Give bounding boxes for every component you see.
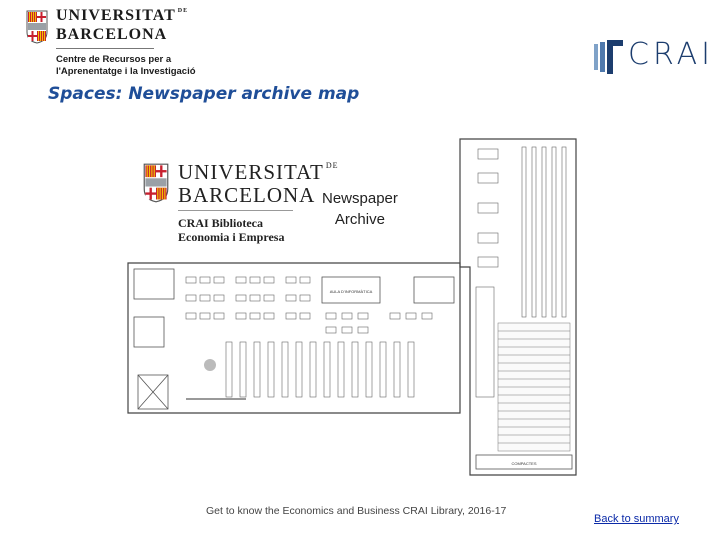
map-label-line2: Archive <box>334 211 385 228</box>
centre-name-line2: l'Aprenentatge i la Investigació <box>56 66 196 77</box>
header-divider <box>56 48 154 49</box>
footer-caption: Get to know the Economics and Business CRAI Library, 2016-17 <box>206 505 507 517</box>
map-university-shield-icon <box>142 163 170 203</box>
map-university-wordmark <box>178 162 338 206</box>
crai-logo-text: CRAI <box>628 37 714 72</box>
university-name-line1: UNIVERSITAT <box>56 7 176 24</box>
university-wordmark <box>56 8 188 43</box>
map-library-line1: CRAI Biblioteca <box>178 216 263 230</box>
university-shield-icon <box>26 10 48 44</box>
page-title: Spaces: Newspaper archive map <box>48 84 360 104</box>
crai-logo-icon <box>594 40 624 74</box>
map-university-line1: UNIVERSITAT <box>178 160 324 184</box>
room-label-aula: AULA D'INFORMÀTICA <box>329 289 373 294</box>
back-to-summary-link[interactable]: Back to summary <box>594 513 679 525</box>
map-university-de: DE <box>325 161 339 170</box>
room-label-compactes: COMPACTES <box>511 461 537 466</box>
map-library-name <box>178 216 284 244</box>
university-de: DE <box>177 8 189 14</box>
centre-name-line1: Centre de Recursos per a <box>56 54 172 65</box>
map-label-line1: Newspaper <box>322 190 398 207</box>
newspaper-archive-label <box>322 188 398 230</box>
university-name-line2: BARCELONA <box>56 26 168 43</box>
map-library-line2: Economia i Empresa <box>178 230 285 244</box>
crai-full-name <box>56 54 196 78</box>
map-university-line2: BARCELONA <box>178 183 316 207</box>
map-divider <box>178 210 293 211</box>
